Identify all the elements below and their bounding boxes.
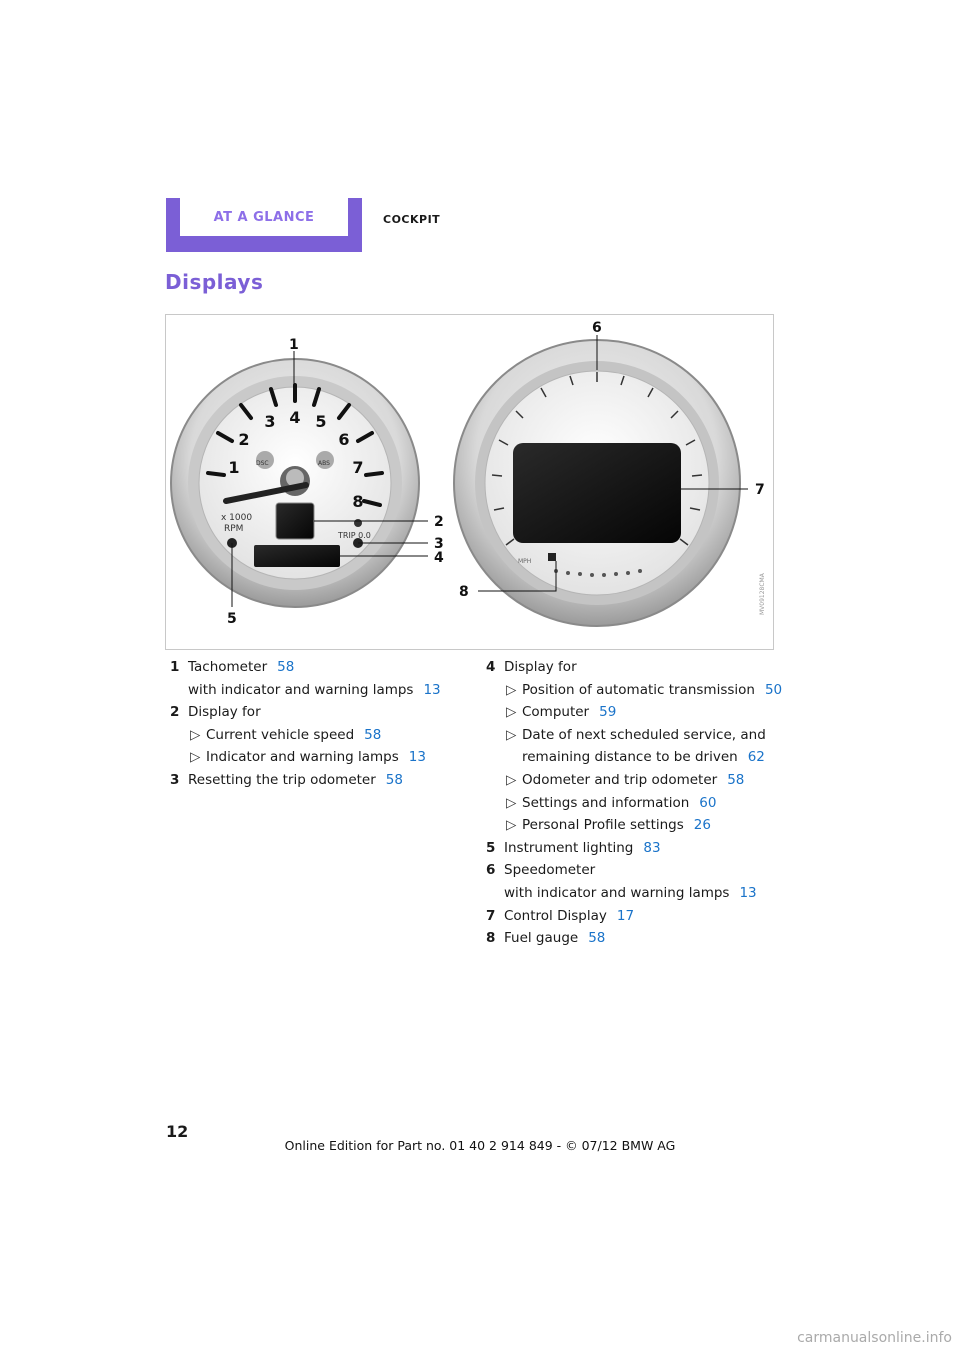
- legend-text: with indicator and warning lamps: [188, 681, 414, 698]
- legend-text: with indicator and warning lamps: [504, 884, 730, 901]
- legend-subitem-body: [504, 701, 786, 724]
- tachometer: [171, 359, 419, 607]
- page-reference-link[interactable]: 60: [699, 794, 717, 811]
- trip-text: TRIP 0.0: [338, 531, 371, 540]
- chapter-label: AT A GLANCE: [180, 198, 348, 236]
- legend-left-column: [170, 656, 460, 792]
- legend-right-column: [486, 656, 786, 950]
- page-reference-link[interactable]: 59: [599, 704, 617, 721]
- svg-text:2: 2: [238, 430, 250, 449]
- legend-item: [486, 927, 786, 950]
- callout-6: 6: [592, 320, 602, 336]
- legend-item: [170, 769, 460, 792]
- legend-text: Indicator and warning lamps: [206, 749, 399, 766]
- legend-continuation: [170, 679, 460, 702]
- callout-2: 2: [434, 514, 444, 530]
- legend-subitem-body: [504, 679, 786, 702]
- legend-text: Computer: [522, 704, 590, 721]
- legend-subitem: [486, 679, 786, 702]
- legend-item: [486, 837, 786, 860]
- legend-subitem: [486, 792, 786, 815]
- legend-text: Control Display: [504, 907, 607, 924]
- speedometer: [454, 340, 740, 626]
- footer-edition: Online Edition for Part no. 01 40 2 914 849 - © 07/12 BMW AG: [284, 1138, 676, 1153]
- svg-text:1: 1: [228, 458, 240, 477]
- bullet-icon: ▷: [506, 726, 517, 743]
- bullet-icon: ▷: [506, 771, 517, 788]
- legend-text: Speedometer: [504, 862, 596, 879]
- instrument-cluster-figure: [165, 314, 774, 650]
- legend-text: Settings and information: [522, 794, 690, 811]
- legend-subitem-body: [188, 724, 460, 747]
- legend-number: 2: [170, 704, 180, 721]
- svg-text:4: 4: [289, 408, 301, 427]
- legend-subitem-body: [504, 814, 786, 837]
- svg-text:8: 8: [352, 492, 364, 511]
- page-reference-link[interactable]: 58: [727, 771, 745, 788]
- bullet-icon: ▷: [190, 749, 201, 766]
- page-reference-link[interactable]: 83: [643, 839, 661, 856]
- legend-text: Personal Profile settings: [522, 817, 684, 834]
- page-reference-link[interactable]: 58: [364, 726, 382, 743]
- legend-subitem-body: [188, 746, 460, 769]
- callout-4: 4: [434, 550, 444, 566]
- page-reference-link[interactable]: 58: [277, 659, 295, 675]
- legend-subitem: [486, 701, 786, 724]
- legend-subitem: [486, 769, 786, 792]
- bullet-icon: ▷: [506, 704, 517, 721]
- legend-item: [486, 656, 786, 679]
- legend-number: 7: [486, 907, 496, 924]
- svg-text:6: 6: [338, 430, 350, 449]
- legend-subitem: [170, 746, 460, 769]
- legend-text: Current vehicle speed: [206, 726, 355, 743]
- bullet-icon: ▷: [506, 817, 517, 834]
- rpm-scale-text: x 1000: [221, 513, 253, 523]
- legend-number: 6: [486, 862, 496, 879]
- page-reference-link[interactable]: 26: [693, 817, 711, 834]
- page-reference-link[interactable]: 58: [385, 771, 403, 788]
- legend-text: Odometer and trip odometer: [522, 771, 718, 788]
- page-reference-link[interactable]: 17: [616, 907, 635, 924]
- legend-item: [486, 859, 786, 882]
- bullet-icon: ▷: [190, 726, 201, 743]
- callout-5: 5: [227, 611, 237, 627]
- legend-subitem-body: [504, 769, 786, 792]
- bullet-icon: ▷: [506, 794, 517, 811]
- figure-code: MV09128CMA: [759, 573, 766, 615]
- legend-text: Fuel gauge: [504, 930, 579, 947]
- legend-number: 3: [170, 771, 180, 788]
- section-label: COCKPIT: [383, 213, 441, 226]
- legend-number: 4: [486, 659, 496, 675]
- legend-subitem: [486, 724, 786, 769]
- legend-continuation: [486, 882, 786, 905]
- watermark: carmanualsonline.info: [797, 1330, 952, 1346]
- legend-subitem-body: [504, 724, 786, 769]
- page-reference-link[interactable]: 58: [588, 930, 606, 947]
- legend-text: Display for: [188, 704, 261, 721]
- bullet-icon: ▷: [506, 681, 517, 698]
- page-reference-link[interactable]: 62: [747, 749, 765, 766]
- legend-text: Date of next scheduled service, and remaining distance to be driven: [522, 726, 766, 766]
- page-reference-link[interactable]: 13: [423, 681, 441, 698]
- legend-item: [486, 905, 786, 928]
- legend-number: 1: [170, 659, 180, 675]
- page-reference-link[interactable]: 13: [408, 749, 426, 766]
- legend-subitem: [486, 814, 786, 837]
- callout-8: 8: [459, 584, 469, 600]
- legend-item: [170, 701, 460, 724]
- dsc-text: DSC: [256, 460, 269, 467]
- legend-text: Position of automatic transmission: [522, 681, 755, 698]
- legend-subitem: [170, 724, 460, 747]
- legend-number: 5: [486, 839, 496, 856]
- page-reference-link[interactable]: 13: [739, 884, 757, 901]
- legend-item: [170, 656, 460, 679]
- callout-7: 7: [755, 482, 765, 498]
- legend-text: Tachometer: [188, 659, 268, 675]
- legend-text: Instrument lighting: [504, 839, 634, 856]
- mph-text: MPH: [518, 558, 532, 565]
- legend-text: Resetting the trip odometer: [188, 771, 376, 788]
- rpm-text: RPM: [224, 524, 244, 534]
- page-reference-link[interactable]: 50: [764, 681, 783, 698]
- callout-3: 3: [434, 536, 444, 552]
- chapter-tab: [166, 198, 362, 252]
- legend-text: Display for: [504, 659, 577, 675]
- cluster-illustration: [166, 315, 773, 649]
- abs-text: ABS: [318, 460, 330, 467]
- page-title: Displays: [165, 270, 264, 294]
- callout-1: 1: [289, 337, 299, 353]
- page-number: 12: [166, 1122, 189, 1141]
- legend-number: 8: [486, 930, 496, 947]
- svg-text:7: 7: [352, 458, 364, 477]
- svg-text:5: 5: [315, 412, 327, 431]
- svg-text:3: 3: [264, 412, 276, 431]
- legend-subitem-body: [504, 792, 786, 815]
